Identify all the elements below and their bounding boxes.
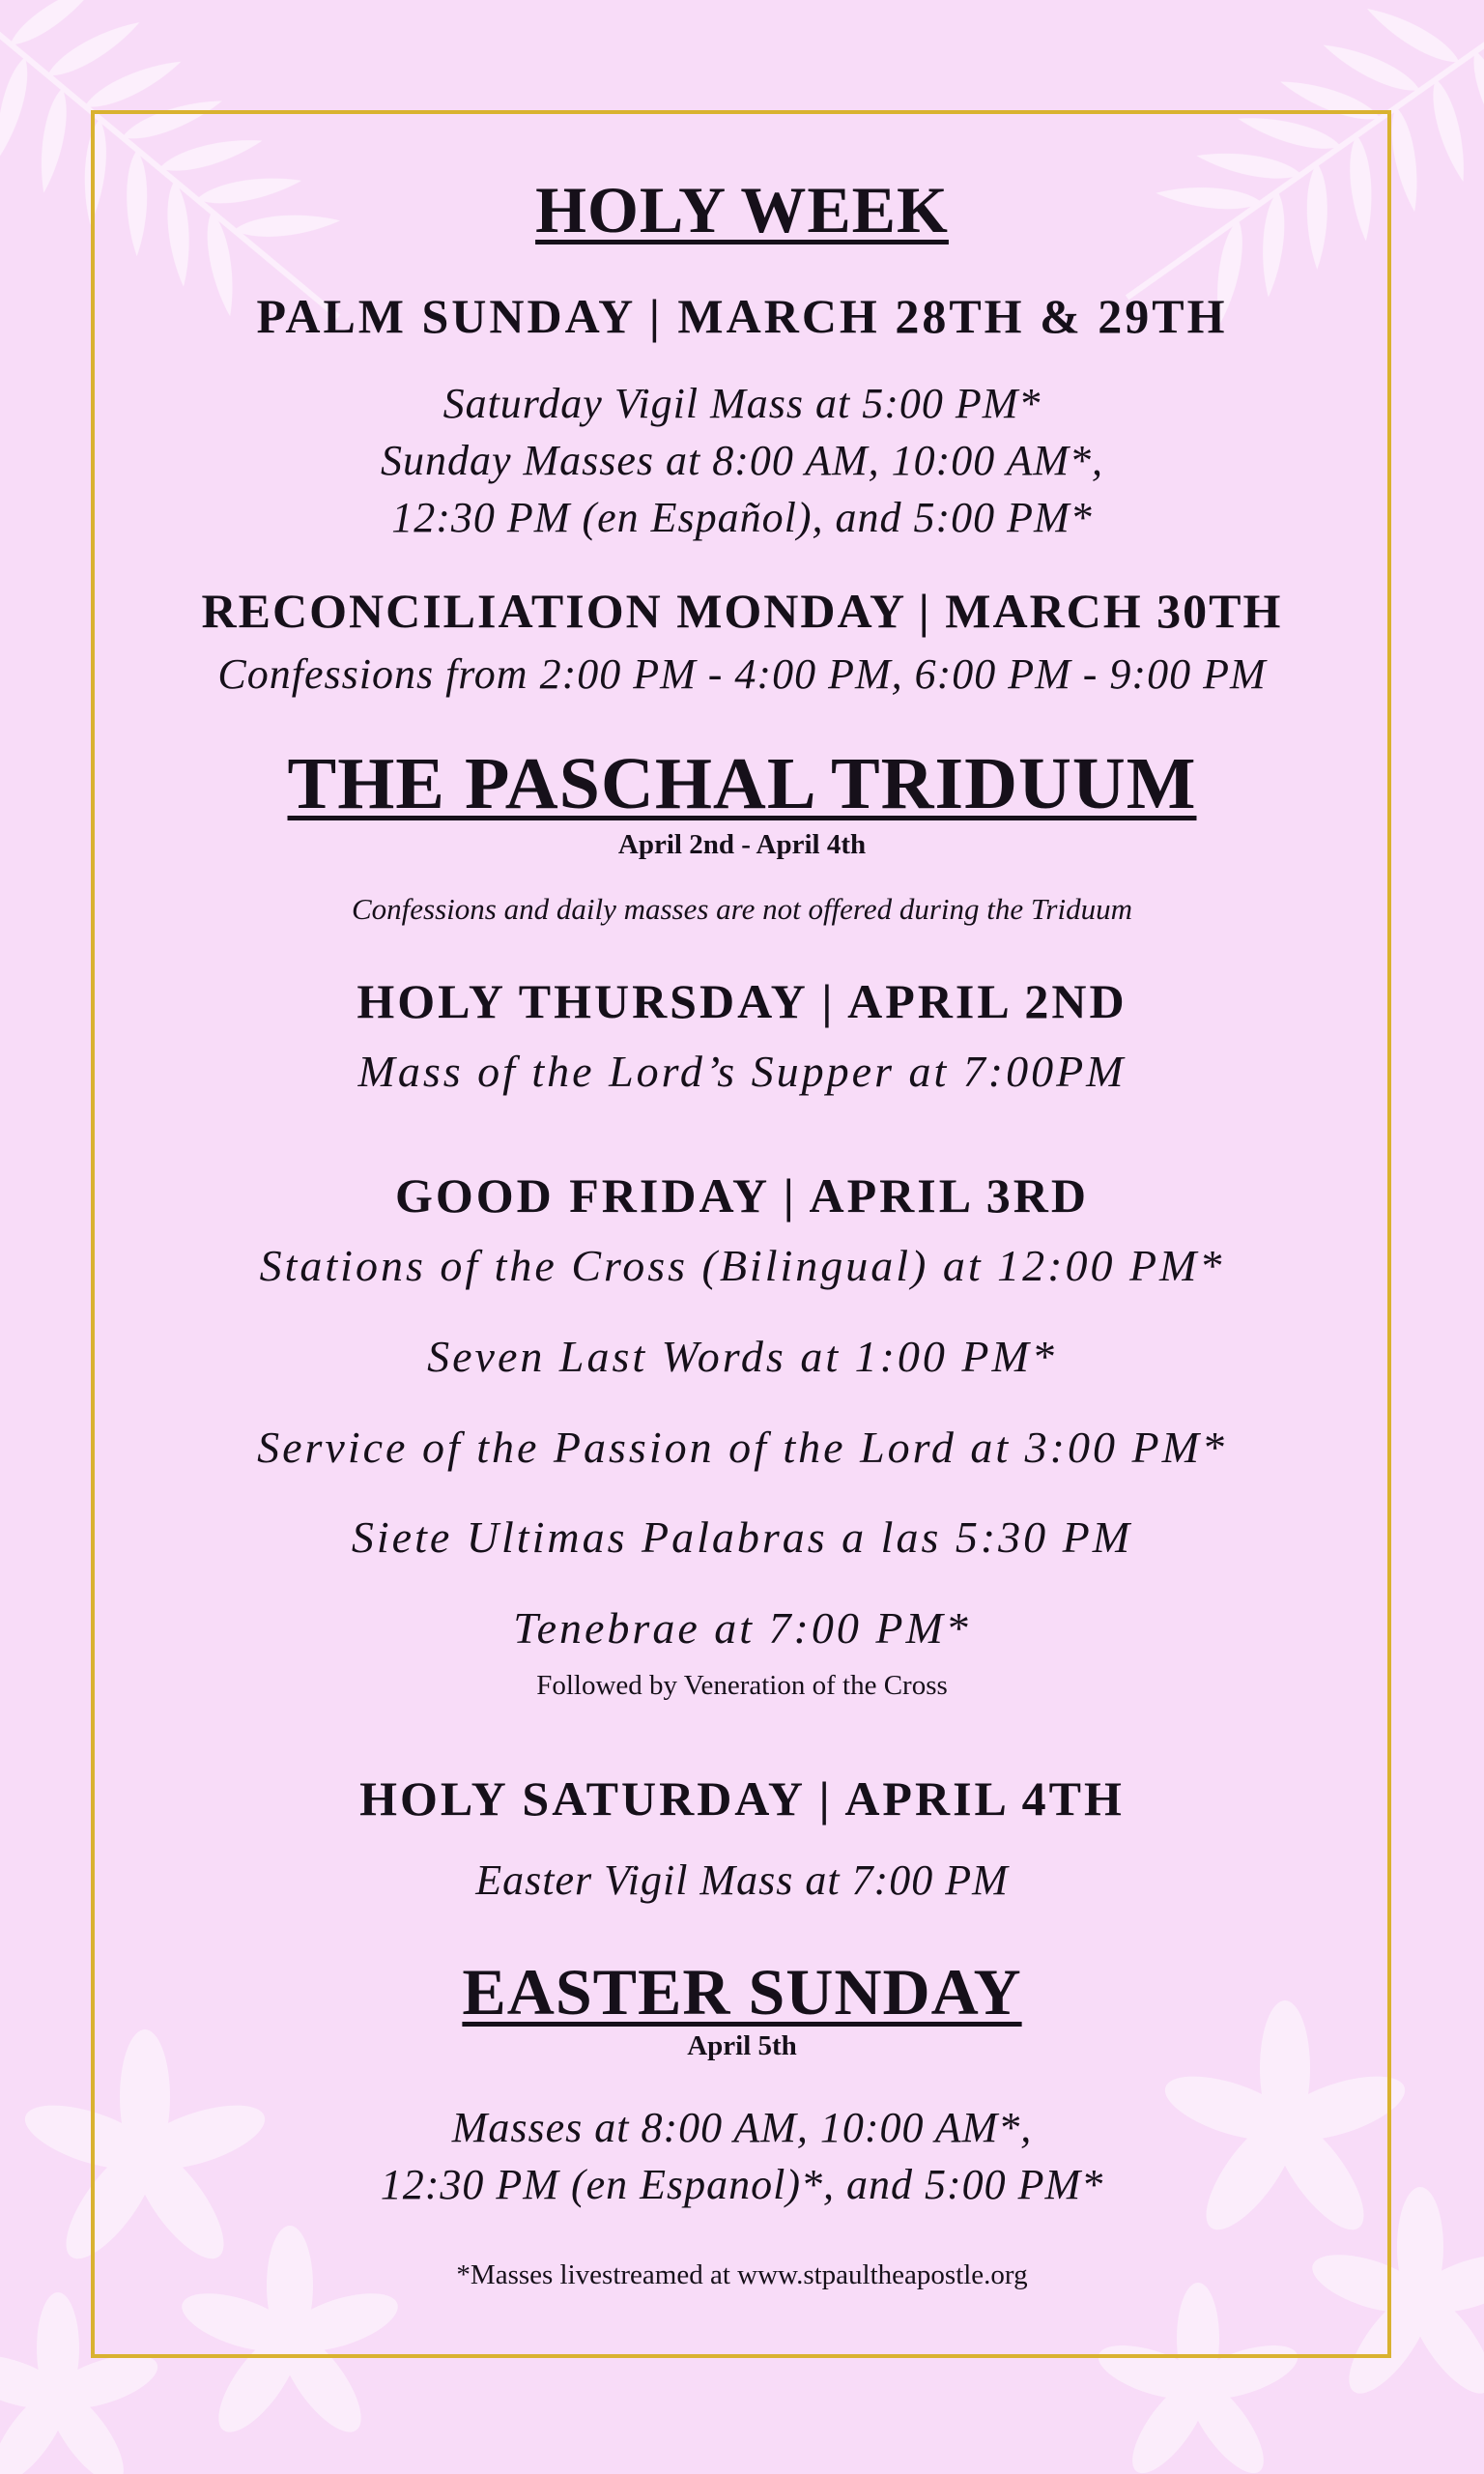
reconciliation-heading: RECONCILIATION MONDAY | MARCH 30TH (201, 584, 1283, 638)
holy-week-title: HOLY WEEK (535, 173, 949, 246)
palm-sunday-line: 12:30 PM (en Español), and 5:00 PM* (391, 494, 1093, 541)
good-friday-line: Service of the Passion of the Lord at 3:00 PM* (257, 1423, 1227, 1472)
palm-sunday-line: Sunday Masses at 8:00 AM, 10:00 AM*, (380, 437, 1104, 484)
triduum-dates: April 2nd - April 4th (617, 829, 867, 860)
holy-saturday-heading: HOLY SATURDAY | APRIL 4TH (359, 1771, 1125, 1826)
good-friday-line: Seven Last Words at 1:00 PM* (427, 1332, 1057, 1381)
livestream-footer: *Masses livestreamed at www.stpaultheapostle.org (456, 2259, 1028, 2290)
triduum-note: Confessions and daily masses are not offered during the Triduum (351, 892, 1132, 926)
easter-line: Masses at 8:00 AM, 10:00 AM*, (451, 2104, 1033, 2151)
good-friday-line: Siete Ultimas Palabras a las 5:30 PM (351, 1512, 1133, 1562)
easter-date: April 5th (687, 2030, 797, 2061)
holy-thursday-heading: HOLY THURSDAY | APRIL 2ND (357, 974, 1127, 1028)
good-friday-line: Tenebrae at 7:00 PM* (513, 1603, 971, 1653)
holy-saturday-line: Easter Vigil Mass at 7:00 PM (475, 1856, 1009, 1904)
palm-sunday-heading: PALM SUNDAY | MARCH 28TH & 29TH (256, 289, 1228, 343)
triduum-title: THE PASCHAL TRIDUUM (287, 743, 1197, 824)
followed-by-note: Followed by Veneration of the Cross (536, 1670, 948, 1701)
easter-title: EASTER SUNDAY (462, 1955, 1022, 2028)
reconciliation-line: Confessions from 2:00 PM - 4:00 PM, 6:00 PM - 9:00 PM (217, 650, 1267, 698)
holy-thursday-line: Mass of the Lord’s Supper at 7:00PM (357, 1047, 1127, 1096)
easter-line: 12:30 PM (en Espanol)*, and 5:00 PM* (380, 2161, 1104, 2208)
good-friday-line: Stations of the Cross (Bilingual) at 12:00 PM* (259, 1241, 1225, 1290)
palm-sunday-line: Saturday Vigil Mass at 5:00 PM* (442, 380, 1042, 427)
good-friday-heading: GOOD FRIDAY | APRIL 3RD (394, 1168, 1090, 1223)
